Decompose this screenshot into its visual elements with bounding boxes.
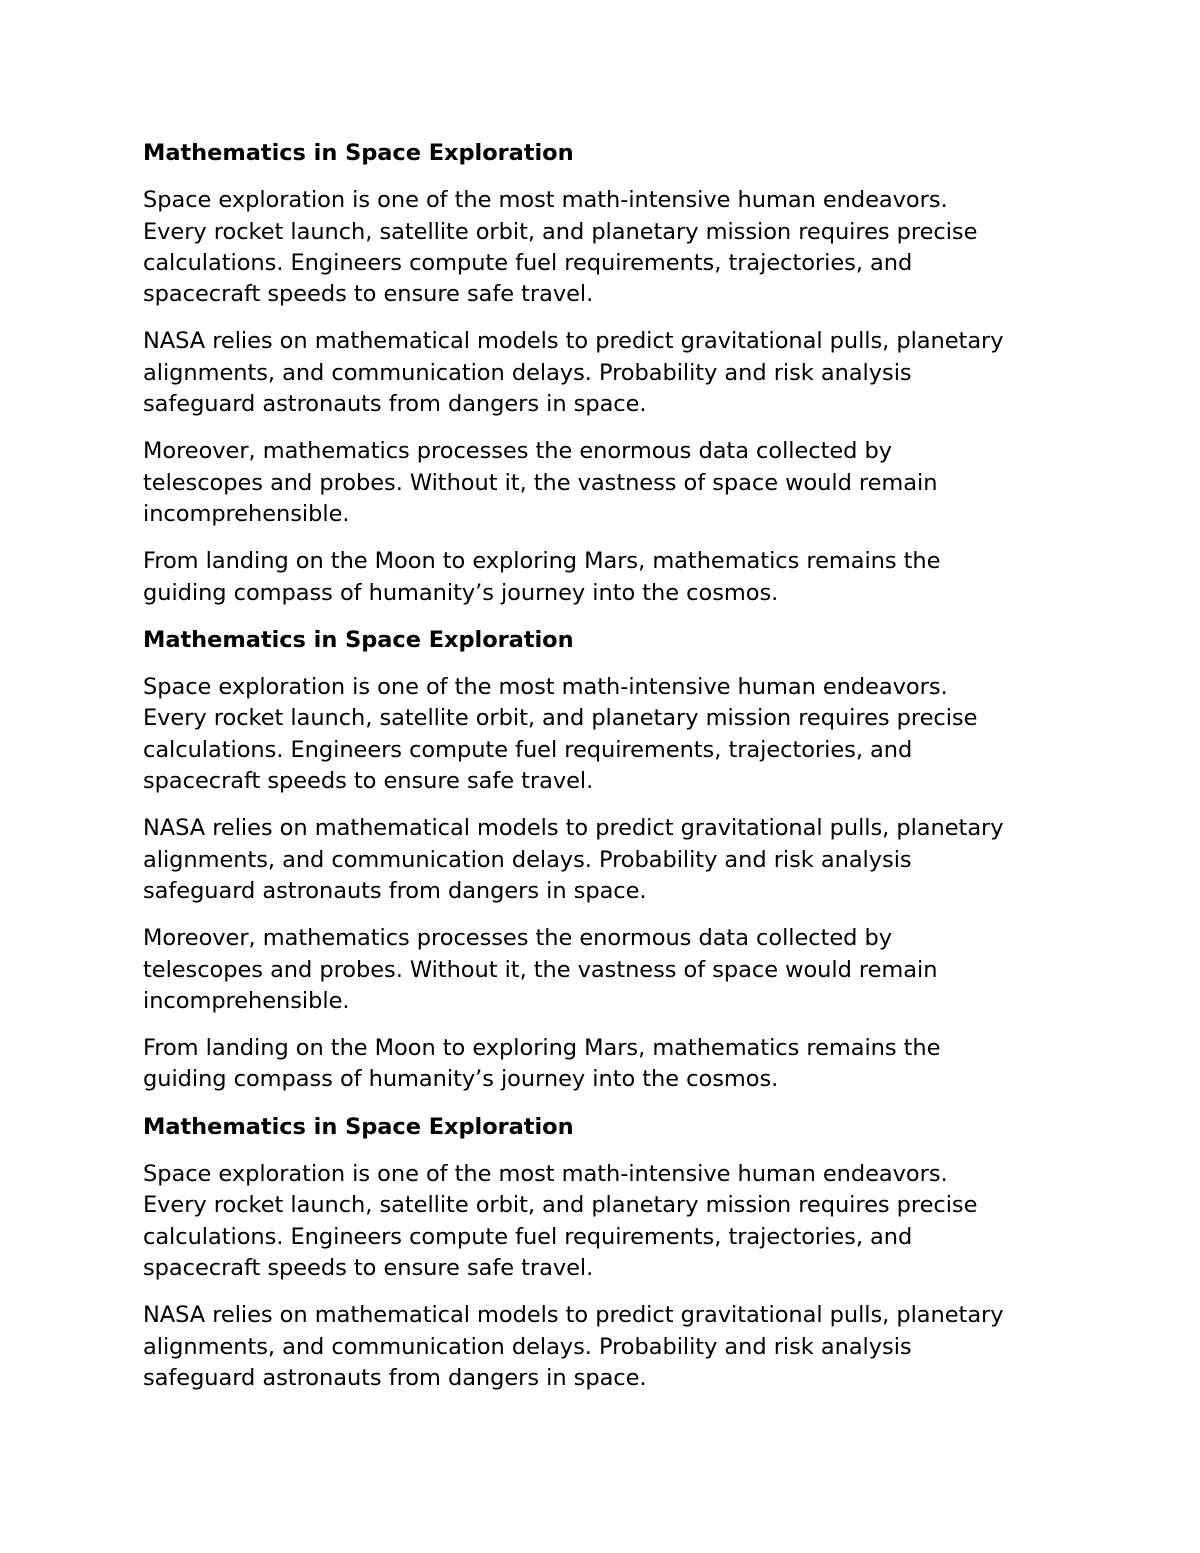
text-line: calculations. Engineers compute fuel requirements, trajectories, and [143,1223,913,1250]
text-line: NASA relies on mathematical models to predict gravitational pulls, planetary [143,815,1004,842]
paragraph [143,185,1073,310]
text-line: alignments, and communication delays. Probability and risk analysis [143,846,912,873]
text-line: calculations. Engineers compute fuel requirements, trajectories, and [143,249,913,276]
text-line: spacecraft speeds to ensure safe travel. [143,281,594,308]
section-heading: Mathematics in Space Exploration [143,140,574,166]
paragraph [143,813,1073,907]
text-line: Moreover, mathematics processes the enormous data collected by [143,438,892,465]
text-line: safeguard astronauts from dangers in space. [143,391,647,418]
text-line: calculations. Engineers compute fuel requirements, trajectories, and [143,736,913,763]
text-line: NASA relies on mathematical models to predict gravitational pulls, planetary [143,328,1004,355]
text-line: Moreover, mathematics processes the enormous data collected by [143,925,892,952]
section-heading: Mathematics in Space Exploration [143,626,574,653]
text-line: Every rocket launch, satellite orbit, and planetary mission requires precise [143,1192,978,1219]
section-heading: Mathematics in Space Exploration [143,1113,574,1140]
text-line: spacecraft speeds to ensure safe travel. [143,768,594,795]
text-line: spacecraft speeds to ensure safe travel. [143,1254,594,1281]
section [143,625,1073,1096]
paragraph [143,1033,1073,1096]
paragraph [143,1159,1073,1284]
document-body [143,138,1073,1410]
text-line: Every rocket launch, satellite orbit, and planetary mission requires precise [143,218,978,245]
paragraph [143,326,1073,420]
text-line: incomprehensible. [143,500,350,527]
text-line: telescopes and probes. Without it, the vastness of space would remain [143,469,938,496]
text-line: telescopes and probes. Without it, the vastness of space would remain [143,956,938,983]
text-line: alignments, and communication delays. Probability and risk analysis [143,1333,912,1360]
text-line: guiding compass of humanity’s journey into the cosmos. [143,579,779,606]
text-line: From landing on the Moon to exploring Mars, mathematics remains the [143,1035,941,1062]
text-line: Space exploration is one of the most math-intensive human endeavors. [143,1161,948,1188]
text-line: safeguard astronauts from dangers in space. [143,877,647,904]
text-line: From landing on the Moon to exploring Mars, mathematics remains the [143,548,941,575]
text-line: guiding compass of humanity’s journey into the cosmos. [143,1066,779,1093]
paragraph [143,436,1073,530]
paragraph [143,1300,1073,1394]
paragraph [143,672,1073,797]
paragraph [143,923,1073,1017]
text-line: Space exploration is one of the most math-intensive human endeavors. [143,187,948,214]
paragraph [143,546,1073,609]
text-line: NASA relies on mathematical models to predict gravitational pulls, planetary [143,1302,1004,1329]
text-line: safeguard astronauts from dangers in space. [143,1364,647,1391]
text-line: Every rocket launch, satellite orbit, and planetary mission requires precise [143,705,978,732]
text-line: Space exploration is one of the most math-intensive human endeavors. [143,674,948,701]
text-line: alignments, and communication delays. Probability and risk analysis [143,359,912,386]
section [143,1112,1073,1394]
text-line: incomprehensible. [143,987,350,1014]
section [143,138,1073,609]
